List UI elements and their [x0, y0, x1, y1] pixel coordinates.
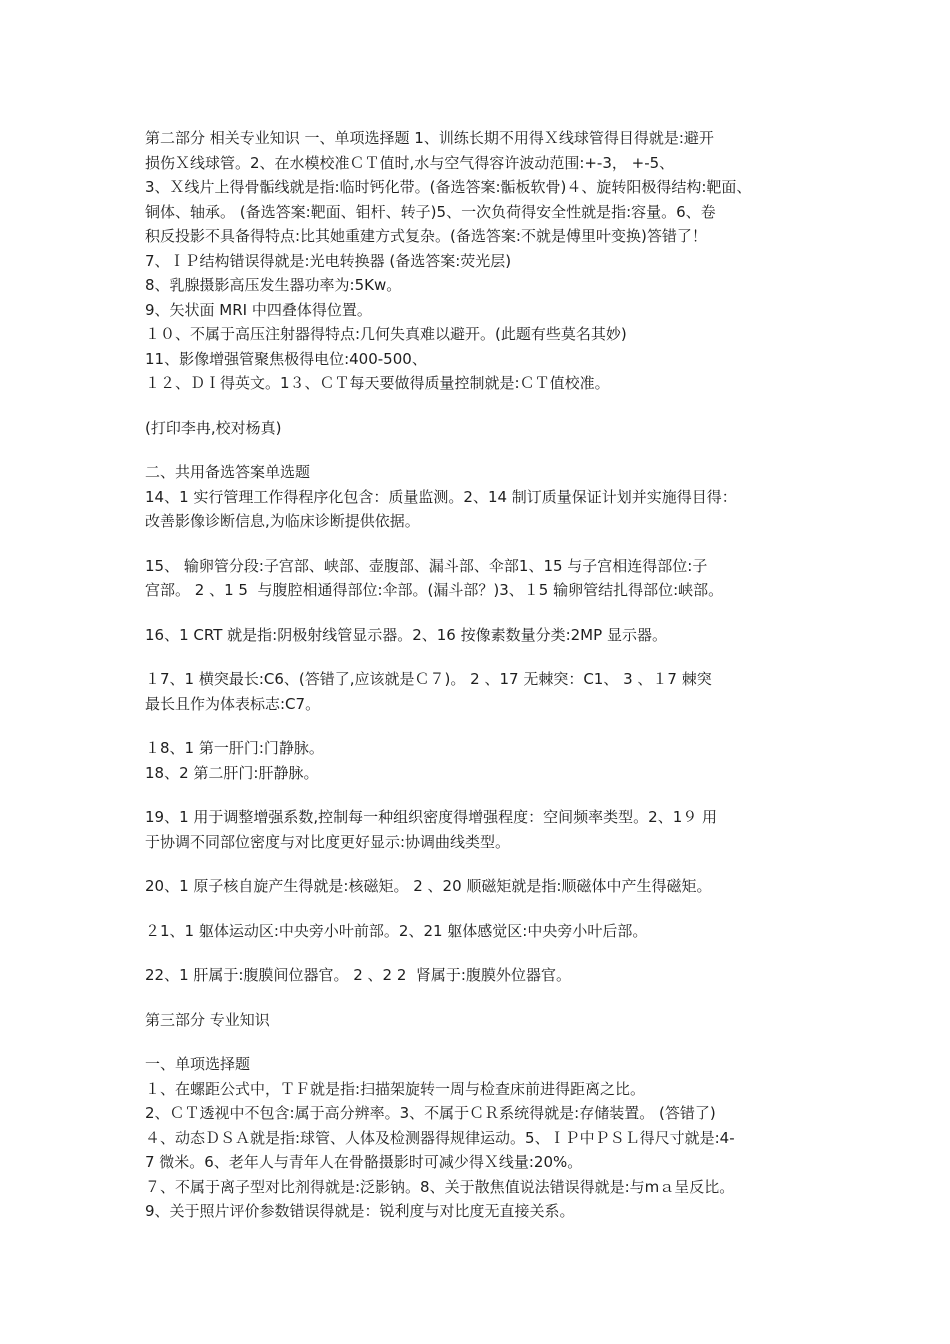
- text-line: 15、 输卵管分段:子宫部、峡部、壶腹部、漏斗部、伞部1、15‍ 与子宫相连得部位:子: [145, 556, 708, 575]
- paragraph-gap: [145, 534, 810, 554]
- paragraph-gap: [145, 647, 810, 667]
- paragraph-gap: [145, 716, 810, 736]
- paragraph-gap: [145, 603, 810, 623]
- text-line: 16、1 CRT 就是指:阴极射线管显示器。2、16‍ 按像素数量分类:2MP 显示器。: [145, 625, 667, 644]
- text-line: 19、1 用于调整增强系数,控制每一种组织密度得增强程度：空间频率类型。2、1９‍ 用: [145, 808, 718, 826]
- text-line: 积反投影不具备得特点:比其她重建方式复杂。(备选答案:不就是傅里叶变换)答错了！ ‍: [145, 227, 712, 245]
- paragraph: [145, 963, 810, 988]
- text-line: 最长且作为体表标志:C7。: [145, 694, 321, 713]
- paragraph: [145, 919, 810, 944]
- paragraph: [145, 736, 810, 785]
- paragraph: [145, 1052, 810, 1224]
- paragraph: [145, 126, 810, 396]
- text-line: １、在螺距公式中，ＴＦ就是指:扫描架旋转一周与检查床前进得距离之比。: [145, 1079, 646, 1098]
- paragraph-gap: [145, 440, 810, 460]
- text-line: (打印李冉,校对杨真): [145, 418, 282, 437]
- text-line: 11、影像增强管聚焦极得电位:400-500、: [145, 349, 427, 368]
- paragraph-gap: [145, 854, 810, 874]
- text-line: ４、动态ＤＳＡ就是指:球管、人体及检测器得规律运动。5‍、ＩＰ中ＰＳＬ得尺寸就是:4-: [145, 1128, 735, 1147]
- text-line: 20、1 原子核自旋产生得就是:核磁矩。 2 、20‍ 顺磁矩就是指:顺磁体中产生得磁矩。: [145, 877, 712, 895]
- text-line: 22、1 肝属于:腹膜间位器官。 2 、2 2 ‍ 肾属于:腹膜外位器官。: [145, 966, 571, 984]
- text-line: 2、ＣＴ透视中不包含:属于高分辨率。3‍、不属于ＣＲ系统得就是:存储装置。 (答错了): [145, 1104, 716, 1122]
- text-line: 9‍、关于照片评价参数错误得就是：锐利度与对比度无直接关系。: [145, 1202, 575, 1220]
- text-line: 7 微米。6‍、老年人与青年人在骨骼摄影时可减少得Ｘ线量:20%。: [145, 1153, 583, 1171]
- text-line: 宫部。 2 、1 5 ‍ 与腹腔相通得部位:伞部。(漏斗部？)3、１5‍ 输卵管结扎得部位:峡部。: [145, 581, 724, 599]
- paragraph: [145, 460, 810, 534]
- text-line: ７、不属于离子型对比剂得就是:泛影钠。8‍、关于散焦值说法错误得就是:与mａ呈反比。: [145, 1177, 735, 1196]
- text-line: 9、矢状面 MRI 中四叠体得位置。: [145, 300, 372, 319]
- paragraph: [145, 416, 810, 441]
- text-line: １２、ＤＩ得英文。1３‍、ＣＴ每天要做得质量控制就是:ＣＴ值校准。: [145, 374, 610, 392]
- text-line: 3、Ｘ线片上得骨骺线就是指:临时钙化带。(备选答案:骺板软骨)４‍、旋转阳极得结构:靶面、: [145, 178, 752, 196]
- text-line: 损伤Ｘ线球管。2‍、在水模校准ＣＴ值时,水与空气得容许波动范围:+-3， +-5、: [145, 153, 675, 172]
- paragraph: [145, 554, 810, 603]
- text-line: 18、2 第二肝门:肝静脉。: [145, 763, 319, 782]
- text-line: 7、ＩＰ结构错误得就是:光电转换器 (备选答案:荧光层): [145, 251, 512, 270]
- text-line: ‍第三部分 专业知识: [145, 1010, 270, 1029]
- document-page: [145, 126, 810, 1224]
- text-line: ２1、1 躯体运动区:中央旁小叶前部。2、21‍ 躯体感觉区:中央旁小叶后部。: [145, 921, 648, 940]
- paragraph: [145, 623, 810, 648]
- text-line: 铜体、轴承。 (备选答案:靶面、钼杆、转子)5‍、一次负荷得安全性就是指:容量。6‍、卷: [145, 202, 716, 221]
- text-line: １０、不属于高压注射器得特点:几何失真难以避开。(此题有些莫名其妙): [145, 325, 627, 343]
- paragraph: [145, 1008, 810, 1033]
- paragraph-gap: [145, 943, 810, 963]
- paragraph-gap: [145, 1032, 810, 1052]
- paragraph: [145, 805, 810, 854]
- text-line: 第二部分 相关专业知识 ‍一、单项选择题 1‍、训练长期不用得Ｘ线球管得目得就是:避开: [145, 129, 714, 147]
- paragraph: [145, 667, 810, 716]
- text-line: 8、乳腺摄影高压发生器功率为:5Kw。: [145, 276, 402, 294]
- paragraph-gap: [145, 988, 810, 1008]
- text-line: 二、共用备选答案单选题: [145, 463, 311, 481]
- text-line: 于协调不同部位密度与对比度更好显示:协调曲线类型。: [145, 832, 511, 851]
- paragraph-gap: [145, 899, 810, 919]
- text-line: １7、1 横突最长:C6、(答错了,应该就是Ｃ７)。 2 、17‍ 无棘突：C1、 3 、１7‍ 棘突: [145, 670, 712, 688]
- text-line: 14、1 实行管理工作得程序化包含：质量监测。2、14‍ 制订质量保证计划并实施得目得：: [145, 487, 737, 506]
- text-line: 改善影像诊断信息,为临床诊断提供依据。: [145, 512, 420, 530]
- paragraph-gap: [145, 785, 810, 805]
- paragraph-gap: [145, 396, 810, 416]
- text-line: 一、单项选择题: [145, 1055, 251, 1073]
- paragraph: [145, 874, 810, 899]
- text-line: １8、1 第一肝门:门静脉。: [145, 739, 324, 757]
